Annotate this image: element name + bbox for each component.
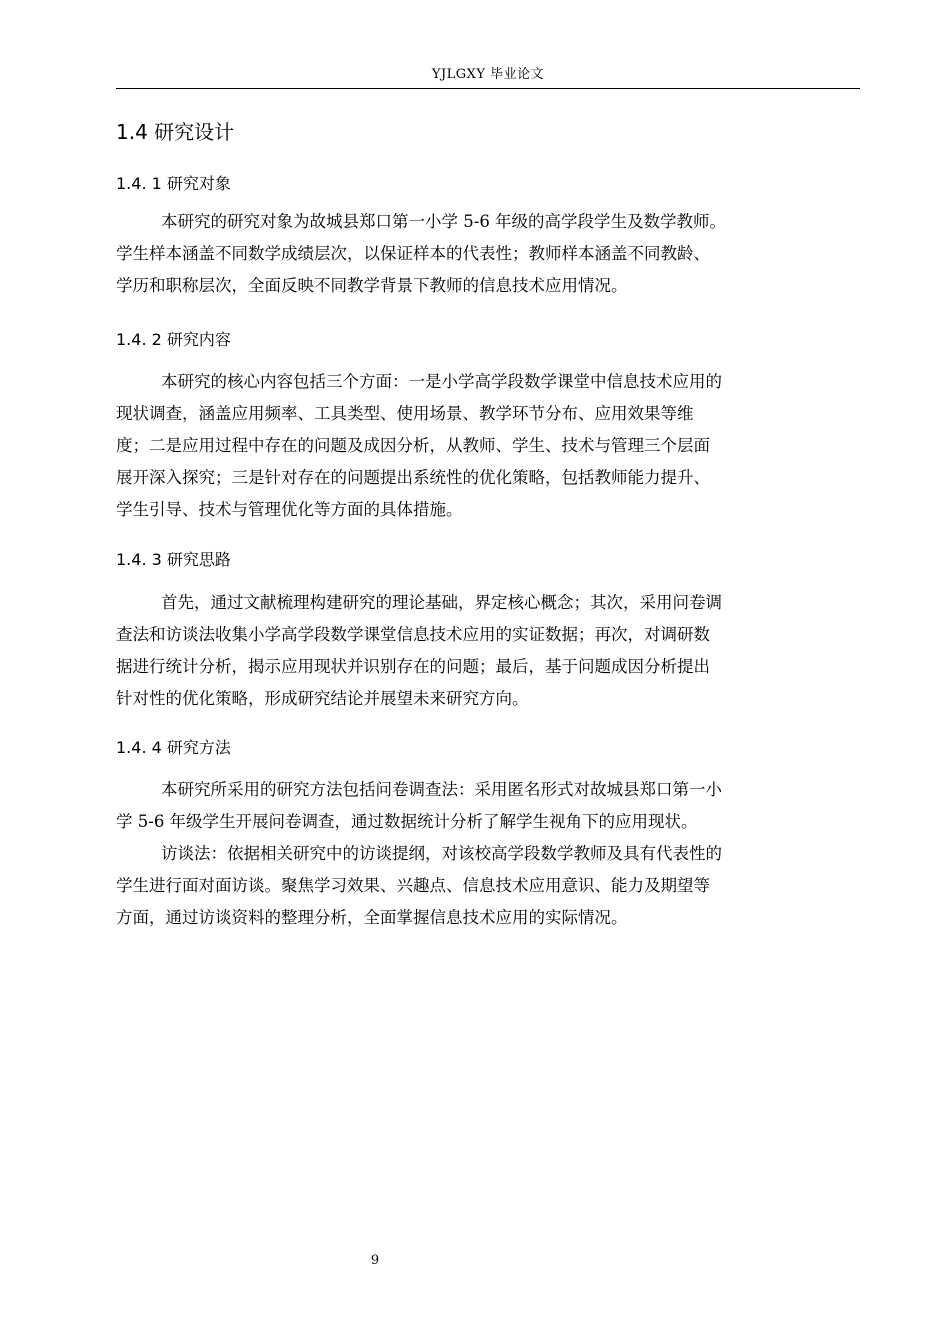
paragraph-research-object [116, 206, 816, 302]
paragraph-line: 展开深入探究；三是针对存在的问题提出系统性的优化策略，包括教师能力提升、 [116, 468, 710, 487]
paragraph-line: 访谈法：依据相关研究中的访谈提纲，对该校高学段数学教师及具有代表性的 [161, 844, 722, 863]
paragraph-research-methods [116, 774, 816, 934]
paragraph-research-content [116, 366, 816, 526]
paragraph-line: 本研究的核心内容包括三个方面：一是小学高学段数学课堂中信息技术应用的 [161, 372, 722, 391]
paragraph-line: 学生进行面对面访谈。聚焦学习效果、兴趣点、信息技术应用意识、能力及期望等 [116, 876, 710, 895]
paragraph-line: 现状调查，涵盖应用频率、工具类型、使用场景、教学环节分布、应用效果等维 [116, 404, 694, 423]
paragraph-research-approach [116, 587, 816, 715]
subsection-heading-research-content: 1.4. 2 研究内容 [116, 330, 231, 349]
paragraph-line: 据进行统计分析，揭示应用现状并识别存在的问题；最后，基于问题成因分析提出 [116, 657, 710, 676]
paragraph-line: 本研究的研究对象为故城县郑口第一小学 5-6 年级的高学段学生及数学教师。 [161, 212, 727, 231]
header-rule [116, 88, 860, 89]
running-header: YJLGXY 毕业论文 [431, 67, 545, 82]
paragraph-line: 首先，通过文献梳理构建研究的理论基础，界定核心概念；其次，采用问卷调 [161, 593, 722, 612]
paragraph-line: 学生样本涵盖不同数学成绩层次，以保证样本的代表性；教师样本涵盖不同教龄、 [116, 244, 710, 263]
paragraph-line: 学生引导、技术与管理优化等方面的具体措施。 [116, 500, 463, 519]
subsection-heading-research-methods: 1.4. 4 研究方法 [116, 738, 231, 757]
subsection-heading-research-approach: 1.4. 3 研究思路 [116, 550, 231, 569]
paragraph-line: 方面，通过访谈资料的整理分析，全面掌握信息技术应用的实际情况。 [116, 908, 628, 927]
paragraph-line: 学 5-6 年级学生开展问卷调查，通过数据统计分析了解学生视角下的应用现状。 [116, 812, 698, 831]
section-heading: 1.4 研究设计 [116, 120, 235, 144]
paragraph-line: 度；二是应用过程中存在的问题及成因分析，从教师、学生、技术与管理三个层面 [116, 436, 710, 455]
paragraph-line: 学历和职称层次，全面反映不同教学背景下教师的信息技术应用情况。 [116, 276, 628, 295]
subsection-heading-research-object: 1.4. 1 研究对象 [116, 174, 231, 193]
paragraph-line: 本研究所采用的研究方法包括问卷调查法：采用匿名形式对故城县郑口第一小 [161, 780, 722, 799]
paragraph-line: 针对性的优化策略，形成研究结论并展望未来研究方向。 [116, 689, 529, 708]
page-number: 9 [370, 1253, 380, 1268]
paragraph-line: 查法和访谈法收集小学高学段数学课堂信息技术应用的实证数据；再次，对调研数 [116, 625, 710, 644]
